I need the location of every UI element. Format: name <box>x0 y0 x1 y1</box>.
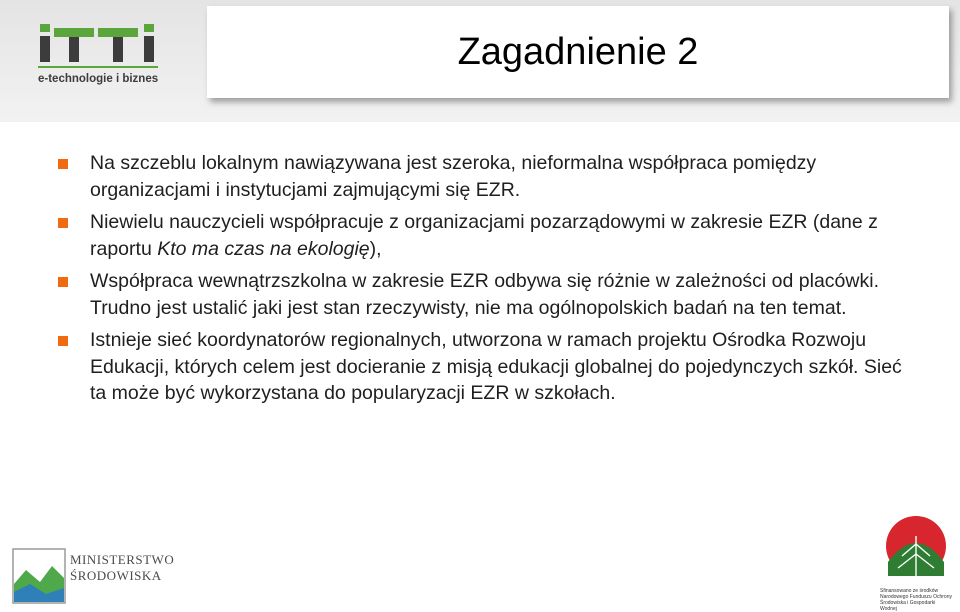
bullet-text: Na szczeblu lokalnym nawiązywana jest szeroka, nieformalna współpraca pomiędzy organizacjami i instytucjami zajmującymi się EZR. <box>90 152 817 201</box>
nfosigw-logo-icon <box>880 514 952 586</box>
bullet-square-icon <box>58 336 68 346</box>
bullet-text-end: ), <box>369 237 382 260</box>
title-box <box>207 6 949 98</box>
ministry-line-2: ŚRODOWISKA <box>70 568 162 583</box>
bullet-text: Współpraca wewnątrzszkolna w zakresie EZR odbywa się różnie w zależności od placówki. Trudno jest ustalić jaki jest stan rzeczywisty, nie ma ogólnopolskich badań na ten temat. <box>90 270 879 319</box>
itti-tagline: e-technologie i biznes <box>38 73 159 85</box>
nfosigw-logo <box>880 514 952 612</box>
bullet-square-icon <box>58 277 68 287</box>
bullet-item <box>58 150 918 203</box>
bullet-item <box>58 327 918 407</box>
ministry-logo-icon <box>12 548 66 604</box>
bullet-text: Niewielu nauczycieli współpracuje z organizacjami pozarządowymi w zakresie EZR (dane z raportu <box>90 211 878 260</box>
ministry-line-1: MINISTERSTWO <box>70 552 175 567</box>
bullet-square-icon <box>58 159 68 169</box>
bullet-item <box>58 209 918 262</box>
itti-logo-icon <box>38 24 168 94</box>
report-title: Kto ma czas na ekologię <box>157 237 370 260</box>
bullet-square-icon <box>58 218 68 228</box>
bullet-list <box>58 150 918 413</box>
ministry-logo <box>12 548 175 606</box>
slide-title: Zagadnienie 2 <box>457 30 699 73</box>
itti-logo <box>38 24 168 94</box>
bullet-item <box>58 268 918 321</box>
bullet-text: Istnieje sieć koordynatorów regionalnych, utworzona w ramach projektu Ośrodka Rozwoju Edukacji, których celem jest docieranie z misją edukacji globalnej do pojedynczych szkół. Sieć ta może być wykorzystana do popularyzacji EZR w szkołach. <box>90 329 902 404</box>
fund-caption: Sfinansowano ze środków Narodowego Funduszu Ochrony Środowiska i Gospodarki Wodnej <box>880 588 952 612</box>
